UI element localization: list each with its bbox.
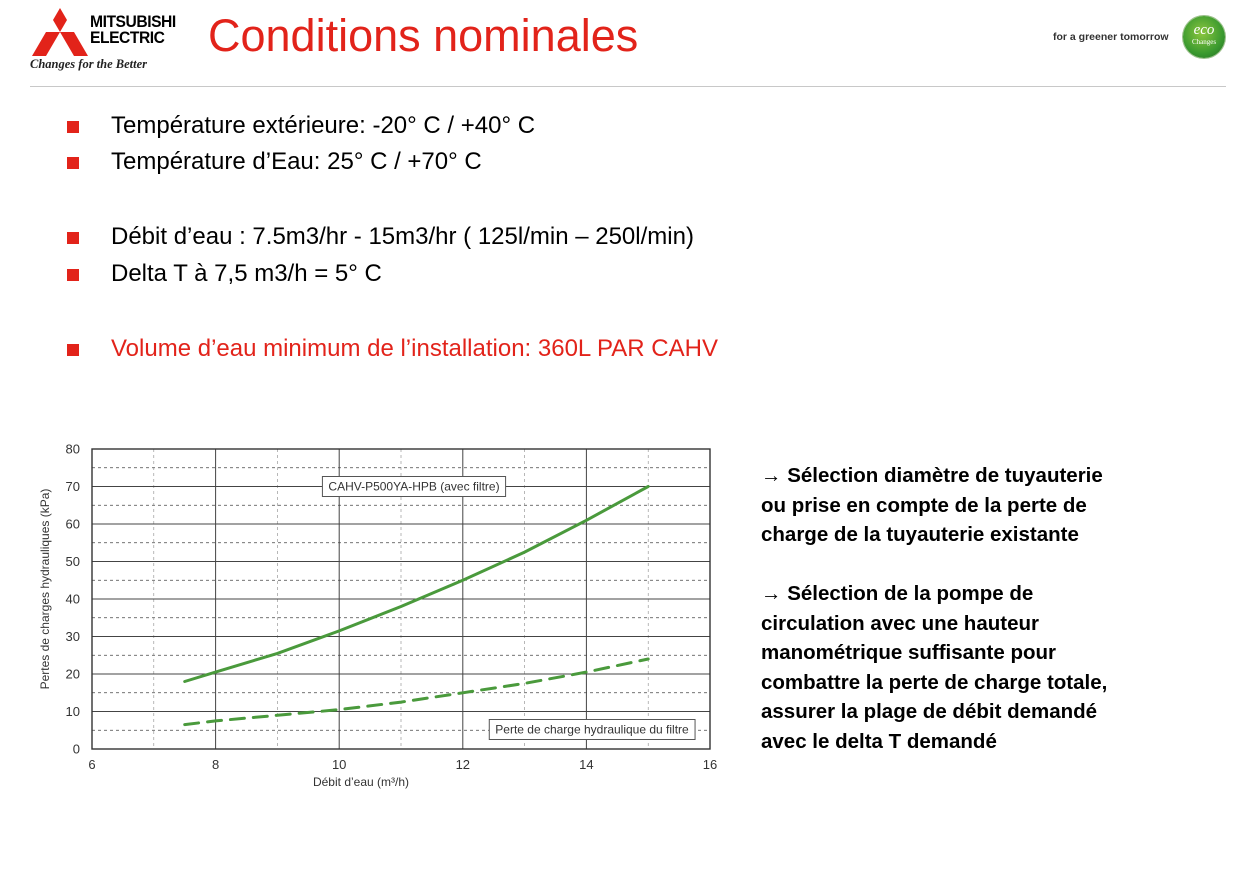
side-note-line: → Sélection de la pompe de [761,582,1034,605]
bullet-text: Température extérieure: -20° C / +40° C [111,112,536,139]
x-axis-label: Débit d’eau (m³/h) [312,775,410,789]
logo-line2: ELECTRIC [90,28,165,47]
y-tick-label: 50 [65,554,80,569]
x-tick-label: 6 [88,757,96,772]
side-note-line: assurer la plage de débit demandé [761,700,1098,723]
x-tick-label: 16 [702,757,718,772]
bullet-text: Température d’Eau: 25° C / +70° C [111,148,482,175]
side-note-line: circulation avec une hauteur [761,611,1039,635]
eco-word: eco [1193,22,1215,38]
y-tick-label: 0 [72,741,80,757]
bullet-square-icon [67,157,79,169]
pressure-loss-chart [30,436,730,796]
side-note-line: combattre la perte de charge totale, [761,670,1108,694]
y-tick-label: 10 [65,704,80,719]
bullet-square-icon [67,232,79,244]
eco-sub: Changes [1191,38,1217,46]
series-line-2 [185,659,649,725]
series-line-1 [185,487,649,682]
bullet-square-icon [67,344,79,356]
page-title: Conditions nominales [208,10,639,61]
bullet-square-icon [67,269,79,281]
y-axis-label: Pertes de charges hydrauliques (kPa) [38,488,52,690]
bullet-text: Delta T à 7,5 m3/h = 5° C [111,260,382,287]
side-note-pipe-selection [761,461,1201,550]
legend-box-series-2-text: Perte de charge hydraulique du filtre [495,722,689,737]
y-tick-label: 20 [65,666,80,682]
bullet-text: Volume d’eau minimum de l’installation: 360L PAR CAHV [111,335,718,362]
y-tick-label: 80 [65,441,80,457]
side-note-line: charge de la tuyauterie existante [761,523,1079,546]
y-tick-label: 60 [65,516,80,532]
side-note-line: avec le delta T demandé [761,729,997,753]
slogan: for a greener tomorrow [1053,31,1169,43]
x-tick-label: 10 [331,757,347,772]
eco-changes-badge-icon [1183,16,1225,58]
x-tick-label: 12 [455,757,471,772]
logo-line1: MITSUBISHI [90,12,176,31]
logo-tagline: Changes for the Better [30,57,148,71]
mitsubishi-logo-icon [30,6,90,58]
y-tick-label: 70 [65,479,80,494]
y-tick-label: 40 [65,591,80,607]
side-note-pump-selection [761,579,1201,756]
side-note-line: ou prise en compte de la perte de [761,493,1087,517]
x-tick-label: 14 [579,757,594,772]
bullet-text: Débit d’eau : 7.5m3/hr - 15m3/hr ( 125l/min – 250l/min) [111,223,694,250]
logo-wordmark [90,14,176,46]
header-divider [30,86,1226,87]
bullet-square-icon [67,121,79,133]
x-tick-label: 8 [211,757,220,772]
side-note-line: manométrique suffisante pour [761,641,1057,664]
legend-box-series-1-text: CAHV-P500YA-HPB (avec filtre) [328,479,500,494]
side-note-line: → Sélection diamètre de tuyauterie [761,464,1103,487]
y-tick-label: 30 [65,629,80,644]
